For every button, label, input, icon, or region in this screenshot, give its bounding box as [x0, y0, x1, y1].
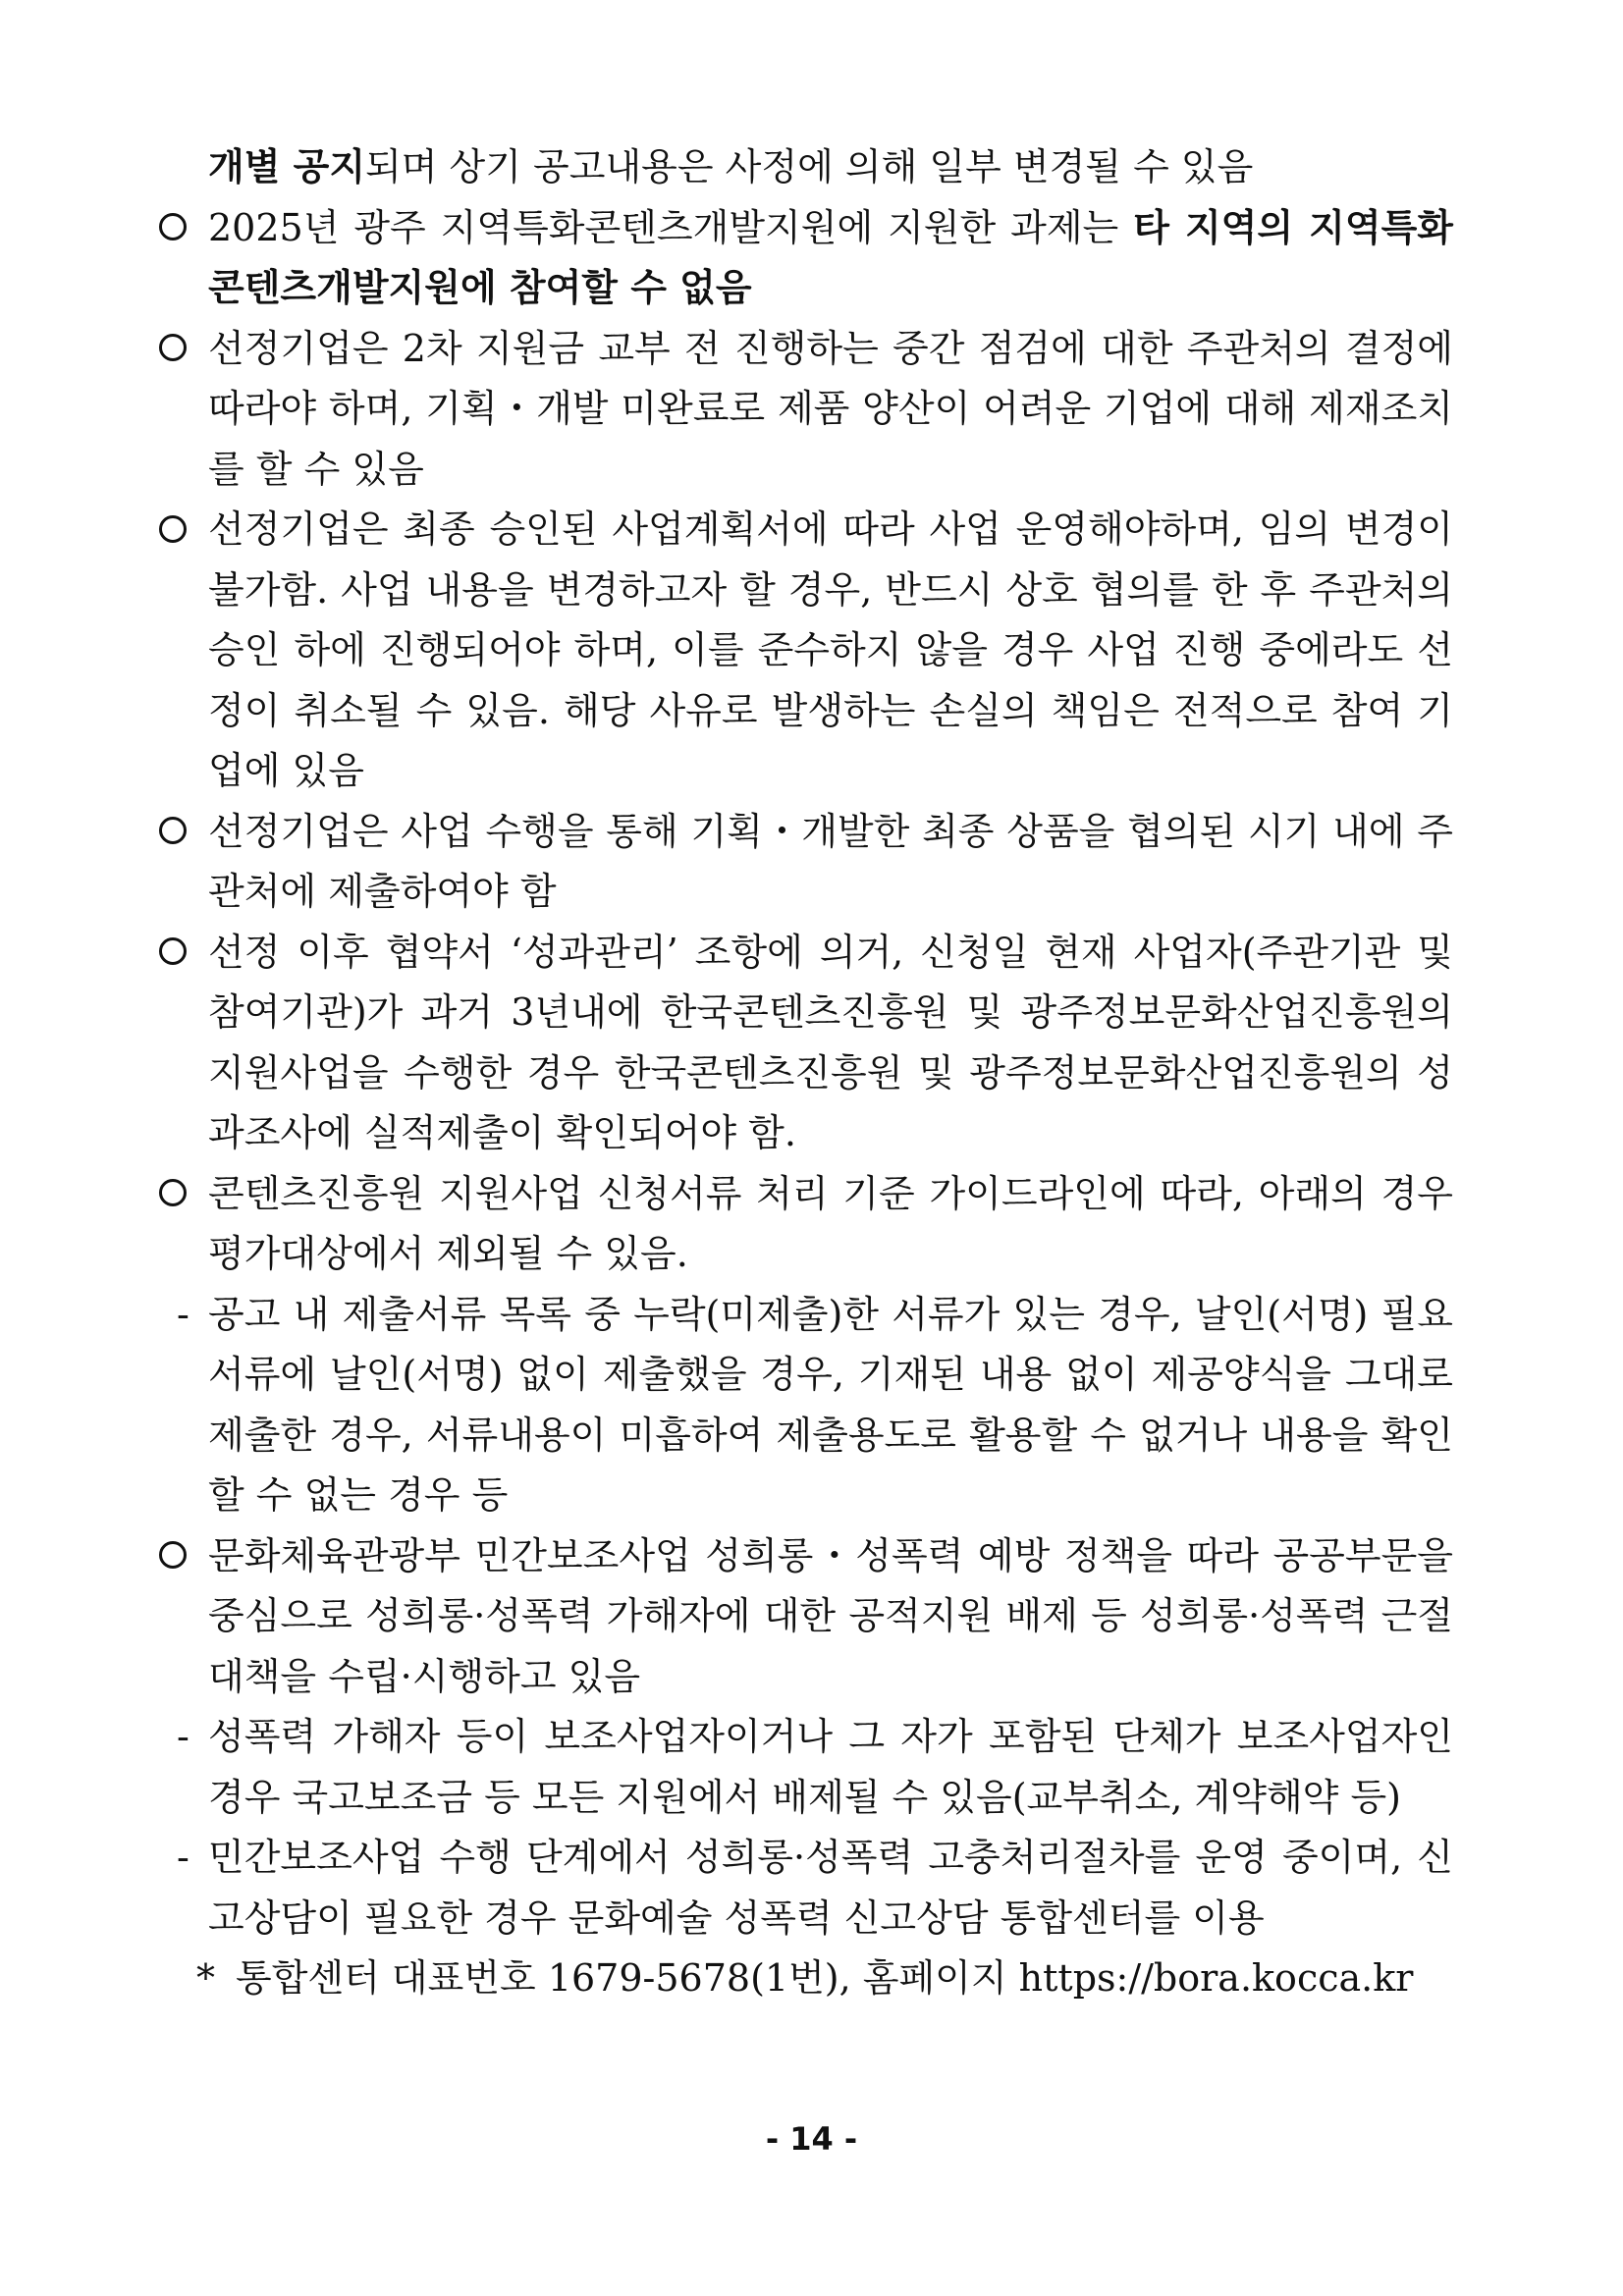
- sub-item: [157, 1707, 1453, 1828]
- bullet-item: [157, 802, 1453, 923]
- page-number: - 14 -: [765, 2120, 858, 2158]
- item-text: 통합센터 대표번호 1679-5678(1번), 홈페이지 https://bora.kocca.kr: [236, 1956, 1414, 2000]
- item-text: 선정 이후 협약서 ‘성과관리’ 조항에 의거, 신청일 현재 사업자(주관기관 및 참여기관)가 과거 3년내에 한국콘텐츠진흥원 및 광주정보문화산업진흥원의 지원사업을 수행한 경우 한국콘텐츠진흥원 및 광주정보문화산업진흥원의 성과조사에 실적제출이 확인되어야 함.: [208, 930, 1453, 1154]
- item-text: 성폭력 가해자 등이 보조사업자이거나 그 자가 포함된 단체가 보조사업자인 경우 국고보조금 등 모든 지원에서 배제될 수 있음(교부취소, 계약해약 등): [208, 1715, 1453, 1819]
- item-text: 공고 내 제출서류 목록 중 누락(미제출)한 서류가 있는 경우, 날인(서명) 필요 서류에 날인(서명) 없이 제출했을 경우, 기재된 내용 없이 제공양식을 그대로 제출한 경우, 서류내용이 미흡하여 제출용도로 활용할 수 없거나 내용을 확인할 수 없는 경우 등: [208, 1292, 1453, 1517]
- dash-marker: -: [177, 1836, 189, 1879]
- circle-bullet-icon: [159, 1164, 187, 1225]
- note-item: [157, 1949, 1453, 2009]
- bullet-item: [157, 198, 1453, 319]
- item-text: 선정기업은 사업 수행을 통해 기획・개발한 최종 상품을 협의된 시기 내에 주관처에 제출하여야 함: [208, 809, 1453, 913]
- dash-marker: -: [177, 1292, 189, 1336]
- asterisk-marker: *: [196, 1956, 215, 2000]
- item-text: 타 지역의 지역특화콘텐츠개발지원에 참여할 수 없음: [208, 205, 1453, 309]
- item-text: 선정기업은 2차 지원금 교부 전 진행하는 중간 점검에 대한 주관처의 결정에 따라야 하며, 기획・개발 미완료로 제품 양산이 어려운 기업에 대해 제재조치를 할 수 있음: [208, 326, 1453, 491]
- item-text: 민간보조사업 수행 단계에서 성희롱·성폭력 고충처리절차를 운영 중이며, 신고상담이 필요한 경우 문화예술 성폭력 신고상담 통합센터를 이용: [208, 1836, 1453, 1940]
- bullet-item: [157, 319, 1453, 501]
- bullet-item: [157, 1164, 1453, 1285]
- sub-item: [157, 1828, 1453, 1949]
- item-text: 선정기업은 최종 승인된 사업계획서에 따라 사업 운영해야하며, 임의 변경이 불가함. 사업 내용을 변경하고자 할 경우, 반드시 상호 협의를 한 후 주관처의 승인 하에 진행되어야 하며, 이를 준수하지 않을 경우 사업 진행 중에라도 선정이 취소될 수 있음. 해당 사유로 발생하는 손실의 책임은 전적으로 참여 기업에 있음: [208, 507, 1453, 792]
- circle-bullet-icon: [159, 500, 187, 561]
- item-text: 문화체육관광부 민간보조사업 성희롱・성폭력 예방 정책을 따라 공공부문을 중심으로 성희롱·성폭력 가해자에 대한 공적지원 배제 등 성희롱·성폭력 근절대책을 수립·시행하고 있음: [208, 1533, 1453, 1698]
- lead-paragraph: [157, 137, 1453, 198]
- lead-bold: 개별 공지: [208, 145, 366, 188]
- bullet-item: [157, 923, 1453, 1164]
- dash-marker: -: [177, 1715, 189, 1758]
- document-body: [157, 137, 1453, 2009]
- lead-text: 되며 상기 공고내용은 사정에 의해 일부 변경될 수 있음: [365, 145, 1254, 188]
- circle-bullet-icon: [159, 198, 187, 259]
- circle-bullet-icon: [159, 319, 187, 380]
- sub-item: [157, 1285, 1453, 1526]
- item-text: 2025년 광주 지역특화콘텐츠개발지원에 지원한 과제는: [208, 205, 1134, 249]
- bullet-item: [157, 1526, 1453, 1708]
- circle-bullet-icon: [159, 923, 187, 984]
- circle-bullet-icon: [159, 1526, 187, 1587]
- circle-bullet-icon: [159, 802, 187, 863]
- bullet-item: [157, 500, 1453, 802]
- item-text: 콘텐츠진흥원 지원사업 신청서류 처리 기준 가이드라인에 따라, 아래의 경우 평가대상에서 제외될 수 있음.: [208, 1171, 1453, 1275]
